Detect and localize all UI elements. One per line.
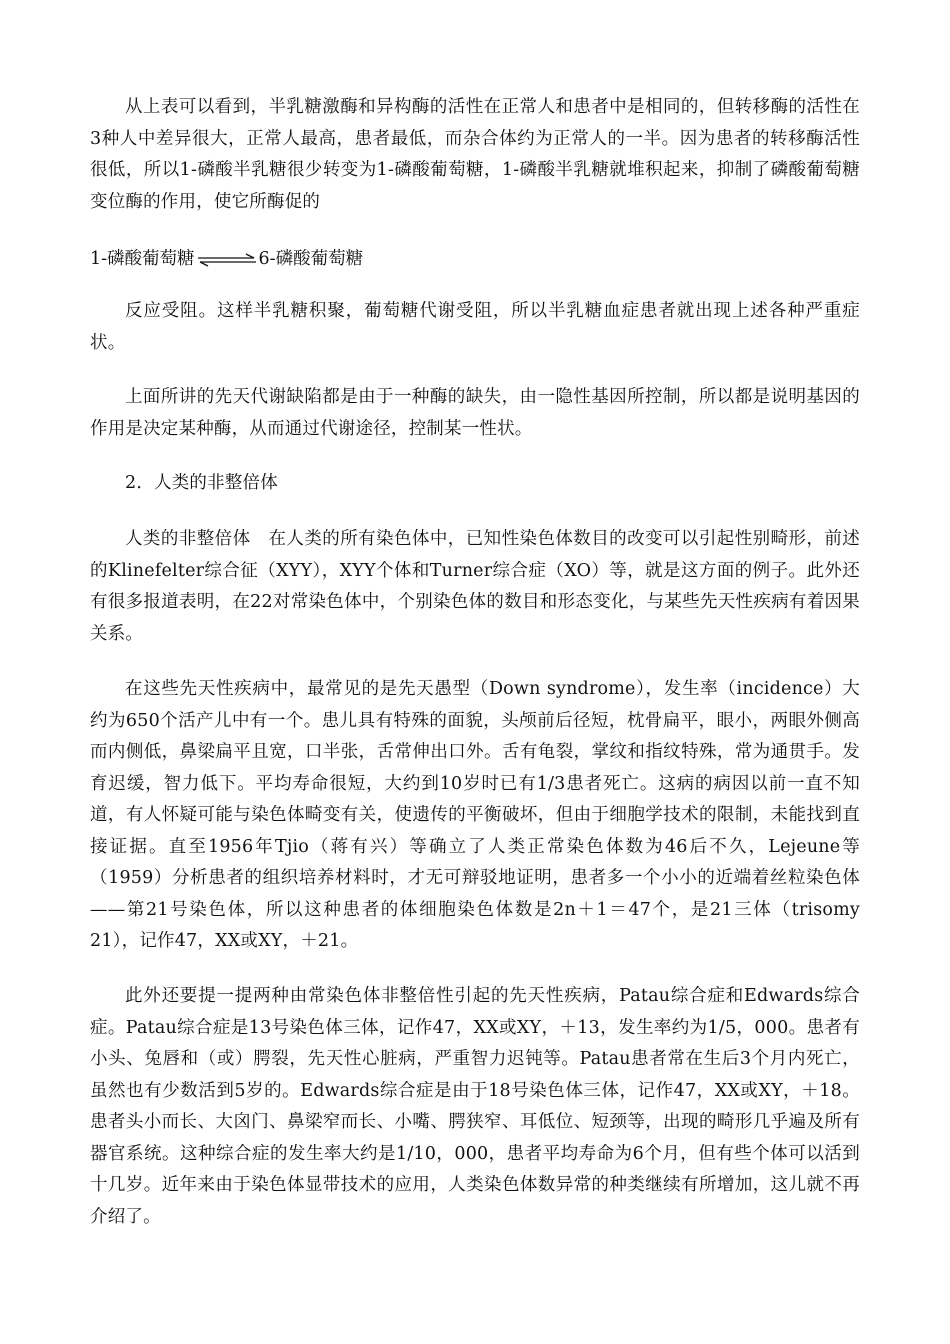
paragraph-down-syndrome: 在这些先天性疾病中，最常见的是先天愚型（Down syndrome），发生率（incidence）大约为650个活产儿中有一个。患儿具有特殊的面貌，头颅前后径短，枕骨扁平，眼小，两眼外侧高而内侧低，鼻梁扁平且宽，口半张，舌常伸出口外。舌有龟裂，掌纹和指纹特殊，常为通贯手。发育迟缓，智力低下。平均寿命很短，大约到10岁时已有1/3患者死亡。这病的病因以前一直不知道，有人怀疑可能与染色体畸变有关，使遗传的平衡破坏，但由于细胞学技术的限制，未能找到直接证据。直至1956年Tjio（蒋有兴）等确立了人类正常染色体数为46后不久，Lejeune等（1959）分析患者的组织培养材料时，才无可辩驳地证明，患者多一个小小的近端着丝粒染色体——第21号染色体，所以这种患者的体细胞染色体数是2n＋1＝47个，是21三体（trisomy 21），记作47，XX或XY，＋21。	[90, 679, 860, 951]
reaction-equation	[90, 244, 363, 276]
paragraph-reaction-blocked: 反应受阻。这样半乳糖积聚，葡萄糖代谢受阻，所以半乳糖血症患者就出现上述各种严重症状。	[90, 301, 860, 353]
section-heading: 2．人类的非整倍体	[125, 473, 278, 493]
paragraph-galactosemia-enzymes: 从上表可以看到，半乳糖激酶和异构酶的活性在正常人和患者中是相同的，但转移酶的活性在3种人中差异很大，正常人最高，患者最低，而杂合体约为正常人的一半。因为患者的转移酶活性很低，所以1-磷酸半乳糖很少转变为1-磷酸葡萄糖，1-磷酸半乳糖就堆积起来，抑制了磷酸葡萄糖变位酶的作用，使它所酶促的	[90, 97, 860, 212]
paragraph-inborn-errors: 上面所讲的先天代谢缺陷都是由于一种酶的缺失，由一隐性基因所控制，所以都是说明基因的作用是决定某种酶，从而通过代谢途径，控制某一性状。	[90, 387, 860, 439]
paragraph-aneuploidy: 人类的非整倍体 在人类的所有染色体中，已知性染色体数目的改变可以引起性别畸形，前述的Klinefelter综合征（XYY），XYY个体和Turner综合症（XO）等，就是这方面的例子。此外还有很多报道表明，在22对常染色体中，个别染色体的数目和形态变化，与某些先天性疾病有着因果关系。	[90, 529, 860, 644]
reaction-product: 6-磷酸葡萄糖	[258, 249, 364, 269]
paragraph-patau-edwards: 此外还要提一提两种由常染色体非整倍性引起的先天性疾病，Patau综合症和Edwards综合症。Patau综合症是13号染色体三体，记作47，XX或XY，＋13，发生率约为1/5，000。患者有小头、兔唇和（或）腭裂，先天性心脏病，严重智力迟钝等。Patau患者常在生后3个月内死亡，虽然也有少数活到5岁的。Edwards综合症是由于18号染色体三体，记作47，XX或XY，＋18。患者头小而长、大囟门、鼻梁窄而长、小嘴、腭狭窄、耳低位、短颈等，出现的畸形几乎遍及所有器官系统。这种综合症的发生率大约是1/10，000，患者平均寿命为6个月，但有些个体可以活到十几岁。近年来由于染色体显带技术的应用，人类染色体数异常的种类继续有所增加，这儿就不再介绍了。	[90, 986, 860, 1227]
reaction-reactant: 1-磷酸葡萄糖	[90, 249, 195, 269]
reversible-arrow-icon	[196, 253, 258, 267]
